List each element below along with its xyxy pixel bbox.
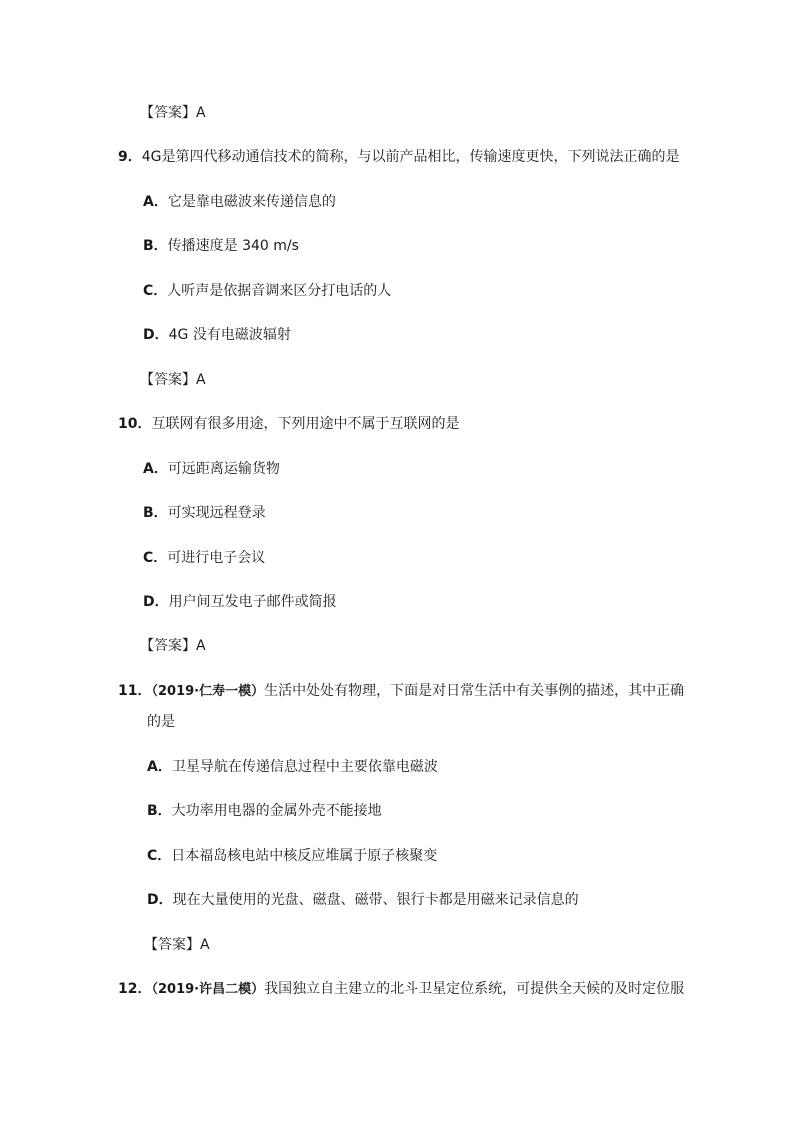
option-c (143, 548, 265, 568)
option-text: 人听声是依据音调来区分打电话的人 (167, 283, 392, 299)
option-a (143, 459, 280, 479)
option-c (143, 281, 391, 301)
option-d (143, 325, 291, 345)
answer-q9: 【答案】A (140, 372, 206, 388)
question-stem: 我国独立自主建立的北斗卫星定位系统，可提供全天候的及时定位服 (264, 981, 685, 997)
option-label: B． (147, 803, 172, 819)
option-label: D． (143, 594, 169, 610)
option-text: 可实现远程登录 (167, 505, 266, 521)
option-text: 可进行电子会议 (167, 550, 266, 566)
option-text: 日本福岛核电站中核反应堆属于原子核聚变 (171, 848, 438, 864)
question-12 (118, 979, 684, 1000)
question-number: 12． (118, 981, 152, 997)
option-b (143, 503, 266, 523)
question-9 (118, 147, 680, 167)
option-label: A． (143, 461, 168, 477)
option-b (147, 801, 382, 821)
option-label: B． (143, 238, 168, 254)
option-text: 它是靠电磁波来传递信息的 (167, 194, 336, 210)
option-text: 传播速度是 340 m/s (167, 238, 299, 254)
question-10 (118, 414, 459, 434)
option-text: 卫星导航在传递信息过程中主要依靠电磁波 (171, 759, 438, 775)
option-label: A． (143, 194, 168, 210)
question-stem: 生活中处处有物理，下面是对日常生活中有关事例的描述，其中正确 (264, 683, 685, 699)
option-d (143, 592, 337, 612)
question-stem: 互联网有很多用途，下列用途中不属于互联网的是 (151, 416, 460, 432)
question-number: 9． (118, 149, 142, 165)
answer-q11: 【答案】A (144, 937, 210, 953)
question-stem: 4G是第四代移动通信技术的简称，与以前产品相比，传输速度更快，下列说法正确的是 (141, 149, 680, 165)
option-label: B． (143, 505, 168, 521)
option-text: 用户间互发电子邮件或简报 (168, 594, 337, 610)
option-text: 大功率用电器的金属外壳不能接地 (171, 803, 382, 819)
option-text: 4G 没有电磁波辐射 (168, 327, 291, 343)
option-b (143, 236, 299, 256)
option-label: C． (143, 550, 168, 566)
question-source: （2019·许昌二模） (151, 982, 265, 997)
option-d (147, 890, 579, 910)
option-a (147, 757, 438, 777)
question-source: （2019·仁寿一模） (151, 684, 265, 699)
question-number: 11． (118, 683, 152, 699)
option-label: D． (147, 892, 173, 908)
option-label: A． (147, 759, 172, 775)
option-text: 可远距离运输货物 (167, 461, 280, 477)
option-label: D． (143, 327, 169, 343)
option-c (147, 846, 437, 866)
option-text: 现在大量使用的光盘、磁盘、磁带、银行卡都是用磁来记录信息的 (172, 892, 579, 908)
question-number: 10． (118, 416, 152, 432)
option-label: C． (147, 848, 172, 864)
option-a (143, 192, 336, 212)
answer-q10: 【答案】A (140, 638, 206, 654)
answer-q8: 【答案】A (140, 105, 206, 121)
option-label: C． (143, 283, 168, 299)
question-11-stem-continued: 的是 (147, 714, 175, 730)
question-11 (118, 681, 684, 702)
